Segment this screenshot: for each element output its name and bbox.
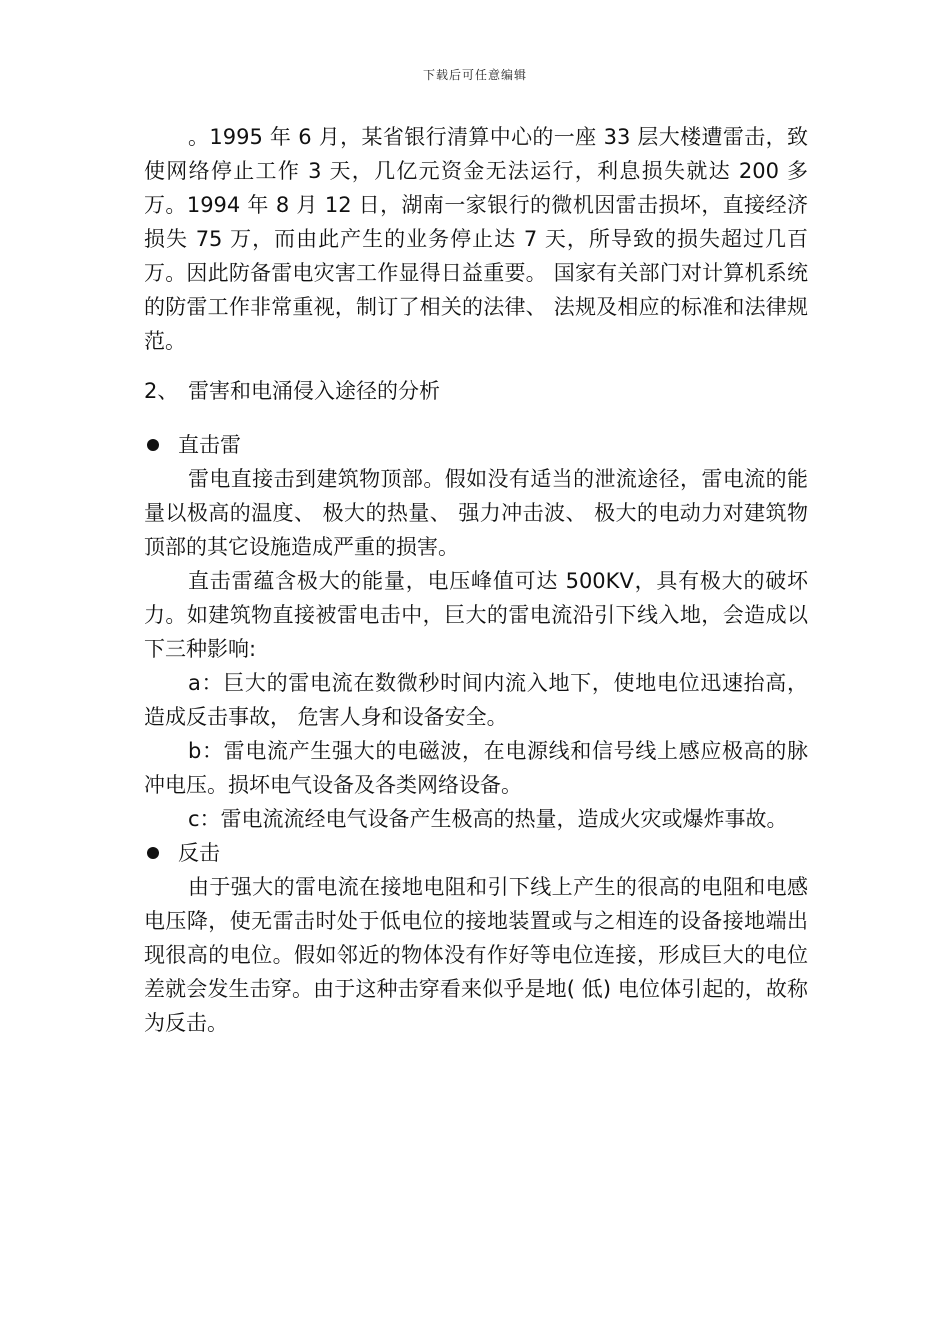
bullet-label: 反击: [178, 841, 220, 865]
bullet-dot-icon: [147, 847, 159, 859]
effect-item-b: b：雷电流产生强大的电磁波，在电源线和信号线上感应极高的脉冲电压。损坏电气设备及各类网络设备。: [144, 739, 808, 797]
bullet-counter-strike: [144, 836, 808, 870]
effect-item-a: a：巨大的雷电流在数微秒时间内流入地下，使地电位迅速抬高，造成反击事故， 危害人身和设备安全。: [144, 671, 808, 729]
counter-strike-paragraph: 由于强大的雷电流在接地电阻和引下线上产生的很高的电阻和电感电压降，使无雷击时处于低电位的接地装置或与之相连的设备接地端出现很高的电位。假如邻近的物体没有作好等电位连接，形成巨大的电位差就会发生击穿。由于这种击穿看来似乎是地( 低) 电位体引起的，故称为反击。: [144, 875, 808, 1035]
effect-item-c: c：雷电流流经电气设备产生极高的热量，造成火灾或爆炸事故。: [188, 807, 788, 831]
bullet-dot-icon: [147, 439, 159, 451]
document-body: [144, 120, 808, 1040]
bullet-direct-strike: [144, 428, 808, 462]
bullet-label: 直击雷: [178, 433, 241, 457]
page-header-note: 下载后可任意编辑: [422, 68, 527, 82]
section-number: 2、: [144, 379, 179, 403]
section-title: 雷害和电涌侵入途径的分析: [188, 379, 440, 403]
direct-strike-paragraph-1: 雷电直接击到建筑物顶部。假如没有适当的泄流途径，雷电流的能量以极高的温度、 极大的热量、 强力冲击波、 极大的电动力对建筑物顶部的其它设施造成严重的损害。: [144, 467, 808, 559]
direct-strike-paragraph-2: 直击雷蕴含极大的能量，电压峰值可达 500KV，具有极大的破坏力。如建筑物直接被雷电击中，巨大的雷电流沿引下线入地，会造成以下三种影响:: [144, 569, 808, 661]
intro-paragraph: 。1995 年 6 月，某省银行清算中心的一座 33 层大楼遭雷击，致使网络停止工作 3 天，几亿元资金无法运行，利息损失就达 200 多万。1994 年 8 月 12 日，湖南一家银行的微机因雷击损坏，直接经济损失 75 万，而由此产生的业务停止达 7 天，所导致的损失超过几百万。因此防备雷电灾害工作显得日益重要。 国家有关部门对计算机系统的防雷工作非常重视，制订了相关的法律、 法规及相应的标准和法律规范。: [144, 125, 808, 353]
section-heading: [144, 374, 808, 408]
